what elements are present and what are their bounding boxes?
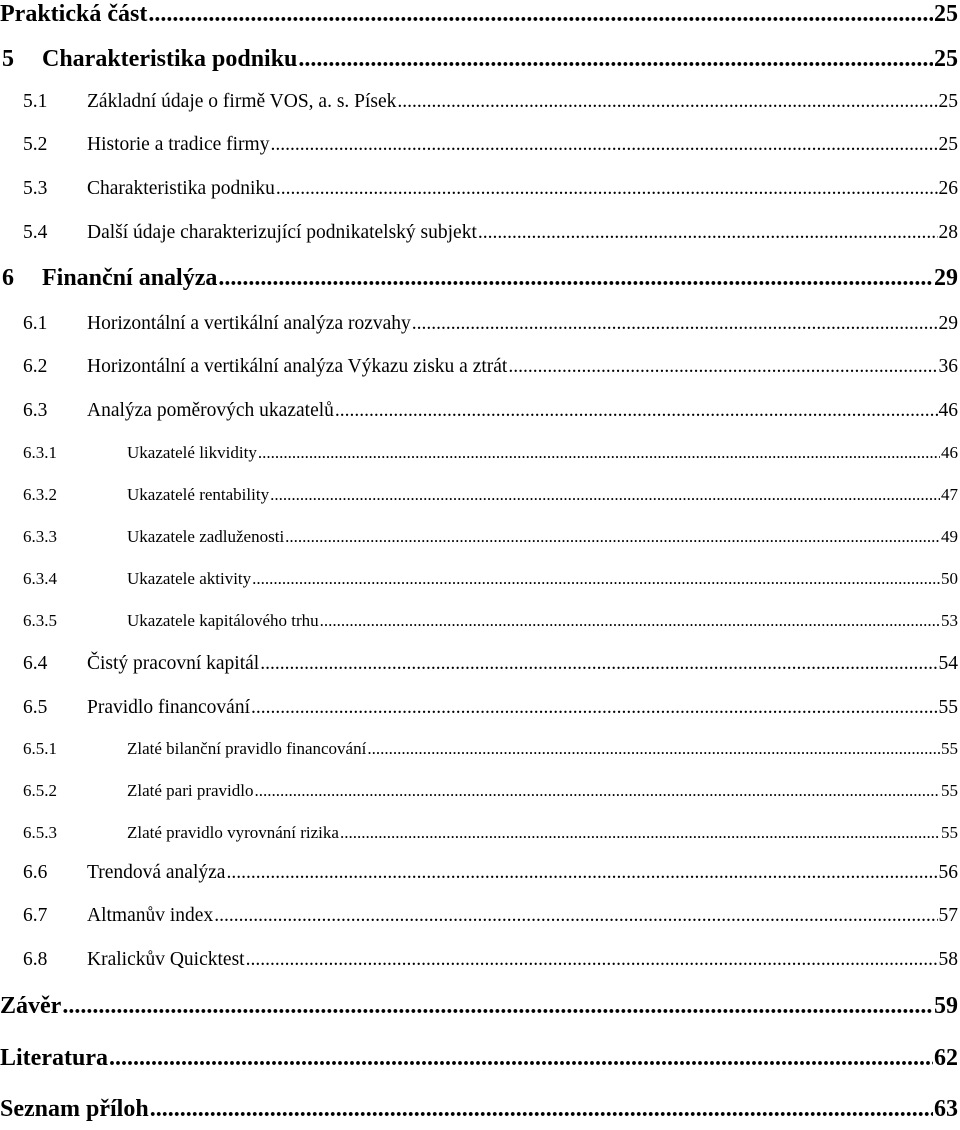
toc-entry-page: 28 [938, 222, 958, 243]
toc-entry-page: 56 [938, 862, 958, 883]
toc-entry-title: Ukazatelé likvidity [127, 443, 257, 462]
toc-entry-page: 47 [941, 485, 958, 504]
toc-entry-number: 6.3 [23, 400, 48, 421]
dot-leader [251, 697, 938, 719]
toc-entry-number: 5.2 [23, 134, 48, 155]
toc-entry-number: 6.1 [23, 313, 48, 334]
toc-entry-number: 6.2 [23, 356, 48, 377]
toc-entry-title: Základní údaje o firmě VOS, a. s. Písek [87, 91, 397, 112]
toc-entry-page: 25 [934, 46, 958, 72]
toc-entry-title: Čistý pracovní kapitál [87, 653, 260, 674]
toc-entry[interactable] [0, 1, 958, 28]
toc-entry-page: 46 [938, 400, 958, 421]
toc-entry-title: Horizontální a vertikální analýza rozvahy [87, 313, 411, 334]
toc-entry-number: 5.4 [23, 222, 48, 243]
toc-entry-title: Praktická část [0, 1, 148, 27]
dot-leader [218, 265, 933, 292]
toc-entry-title: Zlaté pari pravidlo [127, 781, 254, 800]
dot-leader [397, 91, 937, 113]
toc-entry-page: 25 [934, 1, 958, 27]
toc-entry[interactable] [0, 697, 958, 719]
dot-leader [255, 781, 940, 801]
dot-leader [62, 993, 933, 1020]
toc-entry-number: 6.6 [23, 862, 48, 883]
dot-leader [226, 862, 937, 884]
dot-leader [478, 222, 938, 244]
toc-entry-title: Ukazatele kapitálového trhu [127, 611, 319, 630]
toc-entry-page: 54 [938, 653, 958, 674]
toc-entry-number: 6.3.4 [23, 569, 57, 588]
toc-entry[interactable] [0, 443, 958, 463]
toc-entry-page: 63 [934, 1096, 958, 1122]
toc-entry[interactable] [0, 905, 958, 927]
toc-entry[interactable] [0, 823, 958, 843]
toc-entry-title: Charakteristika podniku [87, 178, 275, 199]
toc-entry-number: 6 [2, 265, 14, 291]
toc-entry-page: 53 [941, 611, 958, 630]
toc-entry[interactable] [0, 134, 958, 156]
toc-entry[interactable] [0, 993, 958, 1020]
toc-entry-title: Další údaje charakterizující podnikatelský subjekt [87, 222, 477, 243]
toc-entry[interactable] [0, 400, 958, 422]
toc-entry[interactable] [0, 569, 958, 589]
toc-entry-title: Historie a tradice firmy [87, 134, 270, 155]
toc-entry-title: Altmanův index [87, 905, 214, 926]
dot-leader [252, 569, 940, 589]
toc-entry-number: 6.5.3 [23, 823, 57, 842]
toc-entry[interactable] [0, 356, 958, 378]
toc-entry-page: 49 [941, 527, 958, 546]
toc-entry-page: 55 [941, 739, 958, 758]
toc-entry[interactable] [0, 781, 958, 801]
toc-entry-title: Finanční analýza [42, 265, 218, 291]
toc-entry-number: 6.4 [23, 653, 48, 674]
dot-leader [298, 46, 933, 73]
toc-entry-number: 5.3 [23, 178, 48, 199]
toc-entry-title: Pravidlo financování [87, 697, 250, 718]
toc-entry-title: Kralickův Quicktest [87, 949, 245, 970]
toc-entry-number: 6.5.1 [23, 739, 57, 758]
toc-entry-number: 6.3.1 [23, 443, 57, 462]
toc-entry-title: Seznam příloh [0, 1096, 149, 1122]
toc-entry-page: 29 [934, 265, 958, 291]
dot-leader [109, 1045, 933, 1072]
dot-leader [246, 949, 938, 971]
toc-entry[interactable] [0, 653, 958, 675]
toc-entry-number: 6.8 [23, 949, 48, 970]
toc-entry[interactable] [0, 611, 958, 631]
toc-entry-page: 58 [938, 949, 958, 970]
toc-entry-title: Analýza poměrových ukazatelů [87, 400, 334, 421]
toc-entry[interactable] [0, 1096, 958, 1123]
toc-entry[interactable] [0, 91, 958, 113]
dot-leader [367, 739, 940, 759]
toc-entry-page: 55 [941, 823, 958, 842]
toc-entry[interactable] [0, 527, 958, 547]
toc-entry[interactable] [0, 46, 958, 73]
dot-leader [320, 611, 940, 631]
dot-leader [285, 527, 940, 547]
toc-entry-page: 25 [938, 91, 958, 112]
dot-leader [340, 823, 940, 843]
toc-entry[interactable] [0, 862, 958, 884]
toc-entry-number: 6.3.3 [23, 527, 57, 546]
toc-entry-title: Trendová analýza [87, 862, 226, 883]
dot-leader [412, 313, 938, 335]
toc-entry-title: Ukazatele aktivity [127, 569, 252, 588]
toc-entry-page: 46 [941, 443, 958, 462]
toc-entry[interactable] [0, 485, 958, 505]
dot-leader [335, 400, 938, 422]
toc-entry-page: 62 [934, 1045, 958, 1071]
toc-entry-title: Charakteristika podniku [42, 46, 298, 72]
toc-entry-number: 6.5 [23, 697, 48, 718]
toc-entry[interactable] [0, 1045, 958, 1072]
toc-entry[interactable] [0, 265, 958, 292]
toc-entry-page: 36 [938, 356, 958, 377]
toc-entry-page: 59 [934, 993, 958, 1019]
toc-entry-title: Ukazatele zadluženosti [127, 527, 285, 546]
toc-entry-page: 50 [941, 569, 958, 588]
toc-entry[interactable] [0, 313, 958, 335]
dot-leader [258, 443, 940, 463]
toc-entry-number: 5 [2, 46, 14, 72]
toc-entry-number: 6.3.5 [23, 611, 57, 630]
toc-entry-title: Literatura [0, 1045, 108, 1071]
toc-entry-title: Závěr [0, 993, 62, 1019]
toc-entry[interactable] [0, 949, 958, 971]
dot-leader [270, 485, 940, 505]
dot-leader [270, 134, 937, 156]
dot-leader [276, 178, 938, 200]
toc-entry[interactable] [0, 222, 958, 244]
toc-entry-title: Zlaté pravidlo vyrovnání rizika [127, 823, 339, 842]
toc-entry-page: 29 [938, 313, 958, 334]
toc-entry-page: 25 [938, 134, 958, 155]
toc-entry-page: 57 [938, 905, 958, 926]
toc-entry-page: 55 [938, 697, 958, 718]
toc-entry-page: 55 [941, 781, 958, 800]
toc-entry-number: 6.5.2 [23, 781, 57, 800]
dot-leader [150, 1096, 933, 1123]
dot-leader [214, 905, 937, 927]
toc-entry[interactable] [0, 739, 958, 759]
toc-entry-title: Zlaté bilanční pravidlo financování [127, 739, 367, 758]
dot-leader [148, 1, 933, 28]
dot-leader [508, 356, 937, 378]
toc-entry-number: 5.1 [23, 91, 48, 112]
toc-entry-number: 6.7 [23, 905, 48, 926]
toc-entry-number: 6.3.2 [23, 485, 57, 504]
dot-leader [260, 653, 937, 675]
toc-entry-page: 26 [938, 178, 958, 199]
toc-entry-title: Ukazatelé rentability [127, 485, 270, 504]
toc-entry-title: Horizontální a vertikální analýza Výkazu zisku a ztrát [87, 356, 508, 377]
toc-entry[interactable] [0, 178, 958, 200]
